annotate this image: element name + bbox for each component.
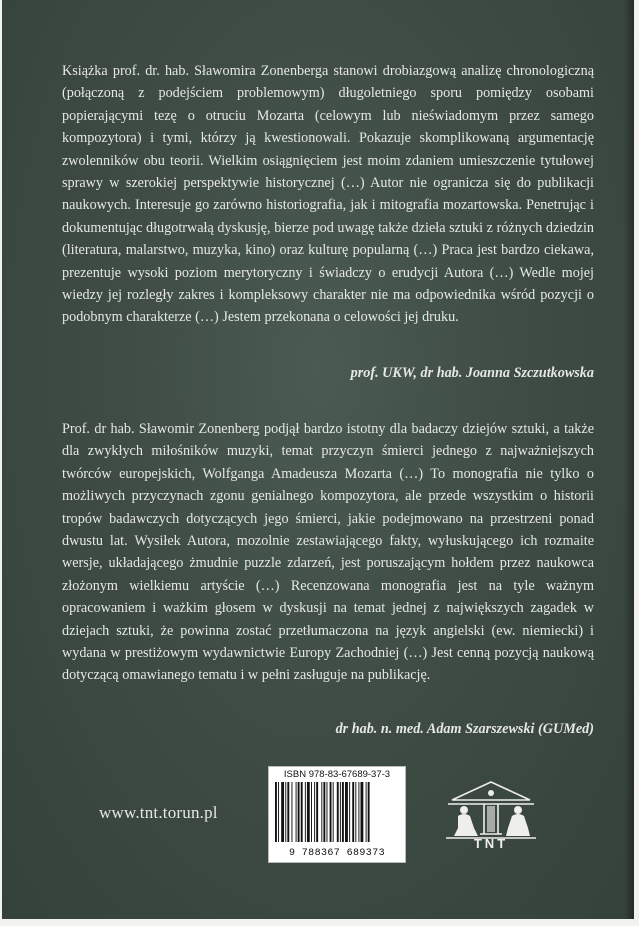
barcode-bar: [291, 782, 292, 842]
barcode-bar: [321, 782, 322, 842]
barcode-bar: [358, 782, 359, 842]
review-2-text: Prof. dr hab. Sławomir Zonenberg podjął bardzo istotny dla badaczy dziejów sztuki, a także dla zwykłych miłośników muzyki, temat przyczyn śmierci jednego z najważniejszych twórców europejskich, Wolfganga Amadeusza Mozarta (…) To monografia nie tylko o możliwych przyczynach zgonu genialnego kompozytora, ale przede wszystkim o historii tropów badawczych dotyczących jego śmierci, jakie podejmowano na przestrzeni ponad dwustu lat. Wysiłek Autora, mozolnie zestawiającego fakty, wyłuskującego ich rozmaite wersje, układającego żmudnie puzzle zdarzeń, jest poruszającym hołdem przez naukowca złożonym wielkiemu artyście (…) Recenzowana monografia jest na tyle ważnym opracowaniem i ważkim głosem w dyskusji na temat jednej z największych zagadek w dziejach sztuki, że powinna zostać przetłumaczona na język angielski (ew. niemiecki) i wydana w prestiżowym wydawnictwie Europy Zachodniej (…) Jest cenną pozycją naukową dotyczącą omawianego tematu i w pełni zasługuje na publikację.: [62, 421, 594, 684]
barcode-bar: [368, 782, 370, 842]
barcode-bars: [275, 782, 399, 842]
barcode-bar: [278, 782, 279, 842]
isbn-digits: 9 788367 689373: [288, 848, 385, 859]
barcode-bar: [330, 782, 332, 842]
barcode-bar: [349, 782, 350, 842]
barcode-bar: [345, 782, 348, 842]
barcode-bar: [296, 782, 297, 842]
spine-edge-shadow: [624, 0, 634, 919]
barcode-bar: [316, 782, 318, 842]
review-2-signature: dr hab. n. med. Adam Szarszewski (GUMed): [335, 721, 594, 737]
barcode-bar: [360, 782, 363, 842]
isbn-label: ISBN 978-83-67689-37-3: [283, 769, 391, 780]
barcode-bar: [337, 782, 339, 842]
barcode-bar: [285, 782, 286, 842]
barcode-bar: [307, 782, 310, 842]
barcode-bar: [305, 782, 306, 842]
barcode-bar: [366, 782, 367, 842]
barcode-bar: [314, 782, 315, 842]
review-1-signature: prof. UKW, dr hab. Joanna Szczutkowska: [350, 365, 594, 381]
barcode-bar: [333, 782, 334, 842]
publisher-url[interactable]: www.tnt.torun.pl: [99, 803, 218, 822]
barcode-bar: [352, 782, 354, 842]
barcode-bar: [323, 782, 325, 842]
review-1-text: Książka prof. dr. hab. Sławomira Zonenberga stanowi drobiazgową analizę chronologiczną (połączoną z podejściem problemowym) długoletniego sporu pomiędzy osobami popierającymi tezę o otruciu Mozarta (celowym lub nieświadomym przez samego kompozytora) i tymi, którzy ją kwestionowali. Pokazuje skomplikowaną argumentację zwolenników obu teorii. Wielkim osiągnięciem jest moim zdaniem umieszczenie tytułowej sprawy w szerokiej perspektywie historycznej (…) Autor nie ogranicza się do publikacji naukowych. Interesuje go zarówno historiografia, jak i mitografia mozartowska. Penetrując i dokumentując długotrwałą dyskusję, bierze pod uwagę także dzieła sztuki z różnych dziedzin (literatura, malarstwo, muzyka, kino) oraz kulturę popularną (…) Praca jest bardzo ciekawa, prezentuje wysoki poziom merytoryczny i świadczy o erudycji Autora (…) Wedle mojej wiedzy jej rozległy zakres i kompleksowy charakter nie ma odpowiednika wśród pozycji o podobnym charakterze (…) Jestem przekonana o celowości jej druku.: [62, 63, 594, 326]
barcode-bar: [342, 782, 344, 842]
isbn-barcode: [269, 767, 405, 862]
barcode-bar: [340, 782, 341, 842]
barcode-bar: [298, 782, 300, 842]
barcode-bar: [275, 782, 277, 842]
barcode-bar: [281, 782, 284, 842]
barcode-bar: [287, 782, 289, 842]
barcode-bar: [355, 782, 356, 842]
publisher-logo-text: TNT: [473, 836, 509, 851]
barcode-bar: [301, 782, 303, 842]
barcode-bar: [327, 782, 328, 842]
barcode-bar: [311, 782, 312, 842]
back-cover: [2, 0, 634, 919]
